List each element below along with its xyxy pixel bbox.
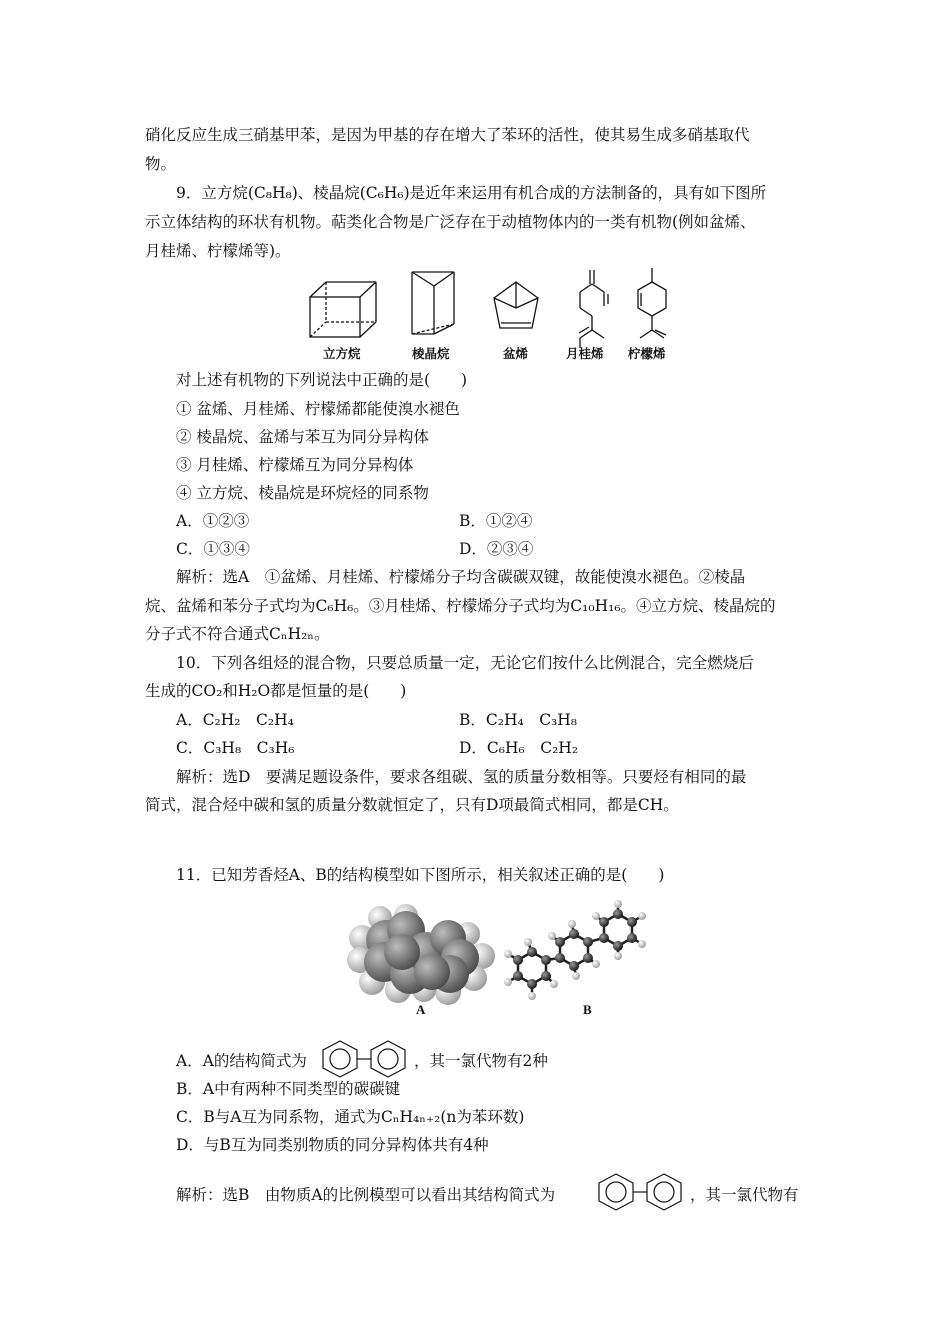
benzvalene-structure [494, 282, 538, 328]
explanation-line: 简式，混合烃中碳和氢的质量分数就恒定了，只有D项最简式相同，都是CH。 [145, 796, 679, 814]
prismane-structure [412, 272, 454, 334]
question-11-stem: 11．已知芳香烃A、B的结构模型如下图所示，相关叙述正确的是( ) [176, 866, 665, 884]
cubane-structure [310, 282, 376, 337]
biphenyl-structure-icon [316, 1035, 412, 1083]
text-line: 月桂烯、柠檬烯等)。 [145, 242, 291, 260]
option-a: A．①②③ [176, 512, 250, 530]
model-a-space-filling [347, 904, 495, 1005]
option-d: D．与B互为同类别物质的同分异构体共有4种 [176, 1136, 489, 1154]
option-a-prefix: A．A的结构简式为 [176, 1052, 307, 1070]
option-b: B．①②④ [459, 512, 533, 530]
caption-cubane: 立方烷 [323, 346, 361, 361]
molecule-structures-figure [300, 262, 690, 370]
model-b-ball-and-stick [504, 900, 646, 1000]
question-10-stem: 生成的CO₂和H₂O都是恒量的是( ) [145, 682, 407, 700]
label-a: A [416, 1002, 426, 1017]
biphenyl-structure-icon [592, 1168, 688, 1216]
question-9-stem: 9．立方烷(C₈H₈)、棱晶烷(C₆H₆)是近年来运用有机合成的方法制备的，具有如下图所 [176, 184, 767, 202]
explanation-line: 解析：选D 要满足题设条件，要求各组碳、氢的质量分数相等。只要烃有相同的最 [176, 768, 747, 786]
option-b: B．A中有两种不同类型的碳碳键 [176, 1080, 401, 1098]
option-c: C．C₃H₈ C₃H₆ [176, 739, 295, 757]
question-10-stem: 10．下列各组烃的混合物，只要总质量一定，无论它们按什么比例混合，完全燃烧后 [176, 654, 754, 672]
statement-3: ③ 月桂烯、柠檬烯互为同分异构体 [176, 456, 414, 474]
option-c: C．①③④ [176, 540, 250, 558]
limonene-structure [638, 268, 666, 338]
text-line: 示立体结构的环状有机物。萜类化合物是广泛存在于动植物体内的一类有机物(例如盆烯、 [145, 213, 756, 231]
option-c: C．B与A互为同系物，通式为CₙH₄ₙ₊₂(n为苯环数) [176, 1108, 525, 1126]
option-a: A．C₂H₂ C₂H₄ [176, 711, 294, 729]
statement-1: ① 盆烯、月桂烯、柠檬烯都能使溴水褪色 [176, 400, 460, 418]
statement-2: ② 棱晶烷、盆烯与苯互为同分异构体 [176, 428, 429, 446]
explanation-line: 烷、盆烯和苯分子式均为C₆H₆。③月桂烯、柠檬烯分子式均为C₁₀H₁₆。④立方烷、棱晶烷的 [145, 597, 776, 615]
caption-myrcene: 月桂烯 [566, 346, 604, 361]
statement-4: ④ 立方烷、棱晶烷是环烷烃的同系物 [176, 484, 429, 502]
molecule-models-figure [340, 900, 650, 1025]
explanation-line: 解析：选A ①盆烯、月桂烯、柠檬烯分子均含碳碳双键，故能使溴水褪色。②棱晶 [176, 568, 746, 586]
caption-limonene: 柠檬烯 [628, 346, 666, 361]
option-a-suffix: ，其一氯代物有2种 [414, 1052, 548, 1070]
option-d: D．C₆H₆ C₂H₂ [459, 739, 579, 757]
question-9-prompt: 对上述有机物的下列说法中正确的是( ) [176, 371, 468, 389]
explanation-prefix: 解析：选B 由物质A的比例模型可以看出其结构简式为 [176, 1186, 556, 1204]
caption-benzvalene: 盆烯 [503, 346, 529, 361]
explanation-line: 分子式不符合通式CₙH₂ₙ。 [145, 625, 330, 643]
label-b: B [583, 1002, 592, 1017]
caption-prismane: 棱晶烷 [412, 346, 450, 361]
option-d: D．②③④ [459, 540, 534, 558]
text-line: 硝化反应生成三硝基甲苯，是因为甲基的存在增大了苯环的活性，使其易生成多硝基取代 [145, 126, 750, 144]
text-line: 物。 [145, 155, 177, 173]
myrcene-structure [579, 270, 608, 348]
option-b: B．C₂H₄ C₃H₈ [459, 711, 577, 729]
explanation-suffix: ，其一氯代物有 [690, 1186, 799, 1204]
